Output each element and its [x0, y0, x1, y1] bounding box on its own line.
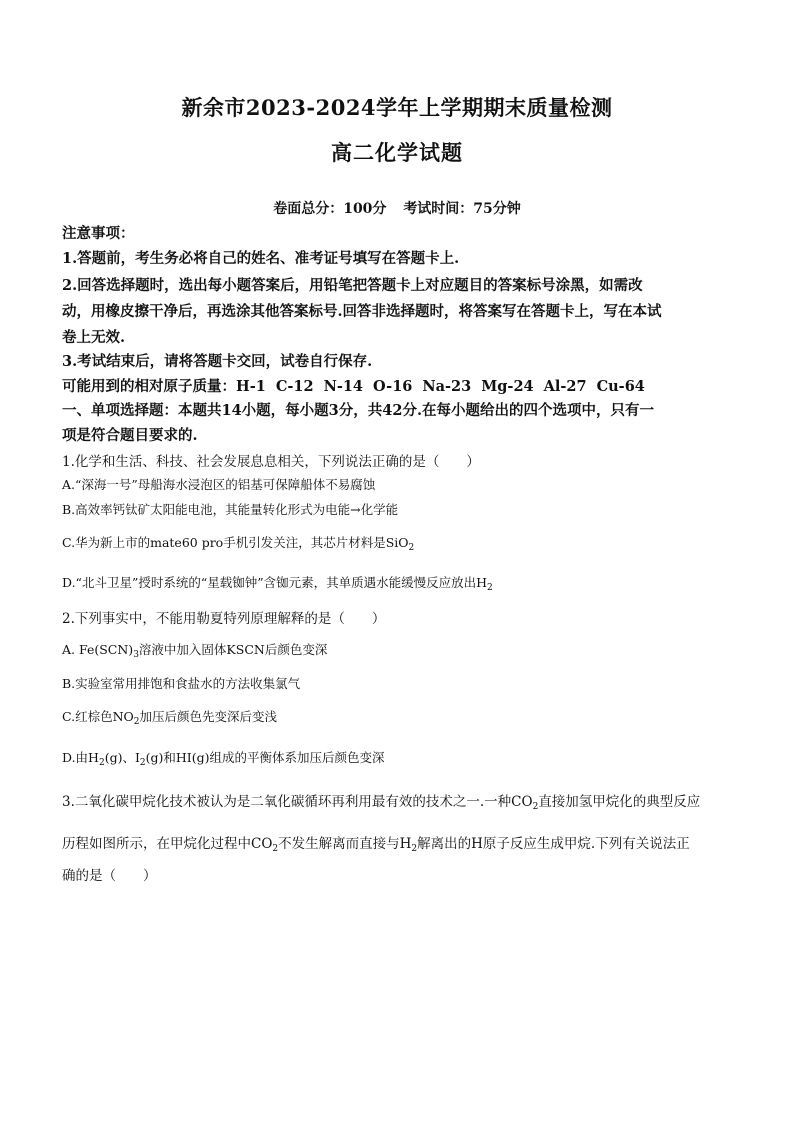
question-1-option-a: A.“深海一号”母船海水浸泡区的铝基可保障船体不易腐蚀: [62, 477, 376, 492]
subscript: 2: [408, 543, 415, 553]
option-text: C.华为新上市的mate60 pro手机引发关注，其芯片材料是SiO: [62, 535, 409, 550]
subscript: 2: [411, 844, 418, 854]
total-score: 卷面总分：100分: [273, 201, 387, 217]
question-3-stem-line-1: [62, 790, 738, 812]
question-1-stem: 1.化学和生活、科技、社会发展息息相关，下列说法正确的是（ ）: [62, 454, 480, 470]
subscript: 2: [487, 583, 493, 593]
notice-item-2-line-3: 卷上无效.: [62, 329, 126, 346]
question-2-option-c: [62, 707, 738, 727]
question-1-option-d: [62, 573, 738, 593]
option-text: (g)、I: [104, 750, 140, 765]
exam-subtitle: 高二化学试题: [331, 140, 463, 165]
question-2-option-d: [62, 748, 738, 768]
subscript: 2: [139, 758, 146, 768]
atomic-mass: Al-27: [543, 378, 587, 395]
subscript: 2: [98, 758, 105, 768]
question-1-option-b: B.高效率钙钛矿太阳能电池，其能量转化形式为电能→化学能: [62, 502, 399, 517]
stem-text: 历程如图所示，在甲烷化过程中CO: [62, 836, 273, 852]
subscript: 2: [272, 844, 279, 854]
option-text: A. Fe(SCN): [62, 642, 134, 657]
atomic-mass: C-12: [275, 378, 314, 395]
atomic-mass: Cu-64: [596, 378, 645, 395]
option-text: (g)和HI(g)组成的平衡体系加压后颜色变深: [145, 750, 385, 765]
option-text: 溶液中加入固体KSCN后颜色变深: [138, 642, 328, 657]
option-text: 加压后颜色先变深后变浅: [139, 709, 278, 724]
stem-text: 3.二氧化碳甲烷化技术被认为是二氧化碳循环再利用最有效的技术之一.一种CO: [62, 794, 533, 810]
exam-time: 考试时间：75分钟: [403, 201, 521, 217]
question-2-option-b: B.实验室常用排饱和食盐水的方法收集氯气: [62, 676, 301, 691]
atomic-mass: Mg-24: [481, 378, 534, 395]
atomic-mass: H-1: [236, 378, 266, 395]
stem-text: 直接加氢甲烷化的典型反应: [538, 794, 701, 810]
question-3-stem-line-2: [62, 832, 738, 854]
option-text: C.红棕色NO: [62, 709, 134, 724]
subscript: 2: [133, 717, 140, 727]
atomic-mass: Na-23: [422, 378, 472, 395]
section-1-heading-line-1: 一、单项选择题：本题共14小题，每小题3分，共42分.在每小题给出的四个选项中，只有一: [62, 402, 654, 419]
question-2-stem: 2.下列事实中，不能用勒夏特列原理解释的是（ ）: [62, 611, 386, 627]
option-text: D.由H: [62, 750, 99, 765]
exam-title: 新余市2023-2024学年上学期期末质量检测: [181, 95, 613, 120]
stem-text: 不发生解离而直接与H: [278, 836, 412, 852]
atomic-masses: [62, 375, 738, 396]
atomic-masses-label: 可能用到的相对原子质量：: [62, 378, 236, 395]
question-2-option-a: [62, 640, 738, 660]
subscript: 3: [133, 650, 139, 660]
question-3-stem-line-3: 确的是（ ）: [62, 868, 157, 884]
notice-item-2-line-1: 2.回答选择题时，选出每小题答案后，用铅笔把答题卡上对应题目的答案标号涂黑，如需改: [62, 277, 643, 294]
option-text: D.“北斗卫星”授时系统的“星载铷钟”含铷元素，其单质遇水能缓慢反应放出H: [62, 575, 488, 590]
notice-item-1: 1.答题前，考生务必将自己的姓名、准考证号填写在答题卡上.: [62, 250, 460, 267]
section-1-heading-line-2: 项是符合题目要求的.: [62, 427, 198, 444]
stem-text: 解离出的H原子反应生成甲烷.下列有关说法正: [417, 836, 690, 852]
subscript: 2: [532, 802, 539, 812]
notice-item-3: 3.考试结束后，请将答题卡交回，试卷自行保存.: [62, 353, 373, 370]
atomic-mass: N-14: [323, 378, 364, 395]
notice-item-2-line-2: 动，用橡皮擦干净后，再选涂其他答案标号.回答非选择题时，将答案写在答题卡上，写在本试: [62, 303, 662, 320]
atomic-mass: O-16: [373, 378, 413, 395]
notice-heading: 注意事项：: [62, 225, 135, 242]
exam-info: [0, 198, 794, 218]
question-1-option-c: [62, 533, 738, 553]
